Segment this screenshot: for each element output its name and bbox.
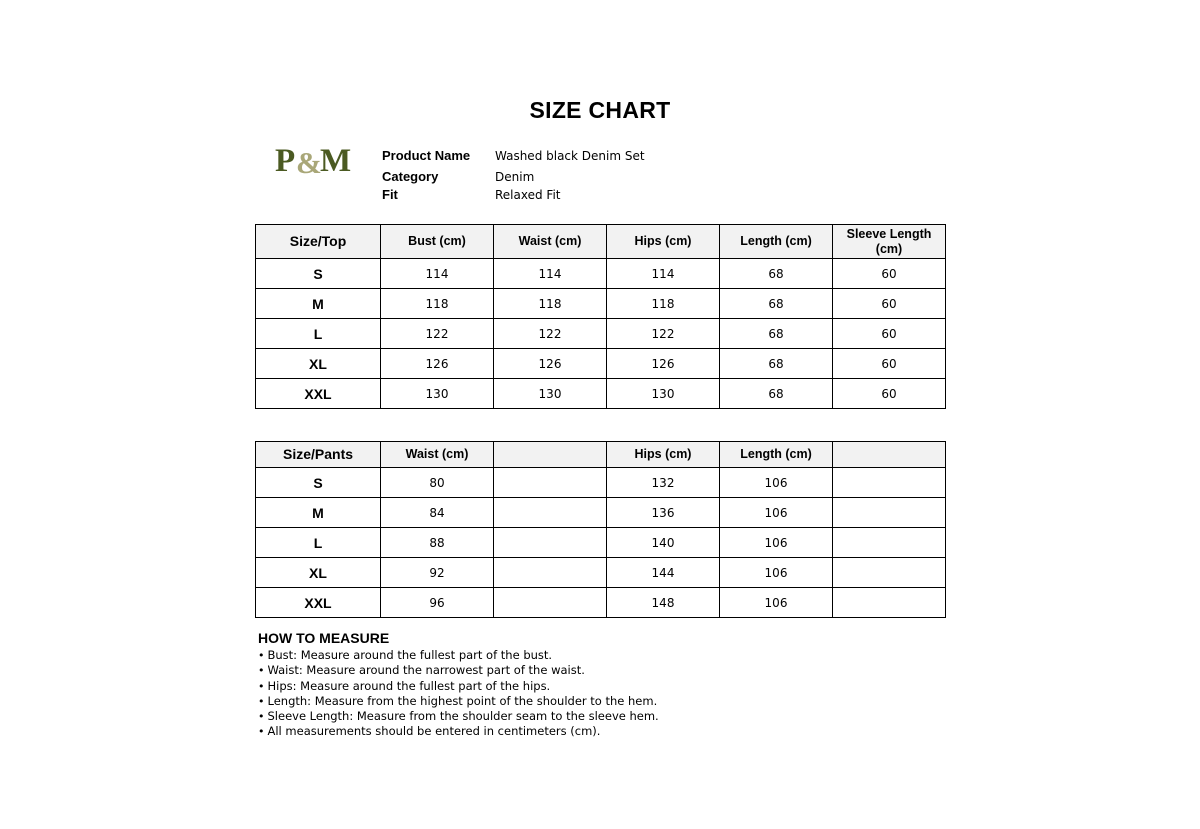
table-cell: 60: [833, 319, 946, 349]
table-cell: 114: [494, 259, 607, 289]
table-cell: [833, 558, 946, 588]
table-header-row: [256, 225, 946, 259]
table-cell: 96: [381, 588, 494, 618]
svg-text:M: M: [320, 143, 352, 179]
fit-value: Relaxed Fit: [495, 188, 561, 202]
list-item: [258, 679, 659, 694]
list-item-text: Waist: Measure around the narrowest part of the waist.: [267, 663, 585, 678]
table-cell: 126: [381, 349, 494, 379]
table-cell: 122: [381, 319, 494, 349]
table-cell: 144: [607, 558, 720, 588]
table-cell: [833, 468, 946, 498]
brand-logo: [274, 140, 362, 180]
table-cell: 126: [607, 349, 720, 379]
category-value: Denim: [495, 170, 535, 184]
measure-list: [258, 648, 659, 740]
product-name-value: Washed black Denim Set: [495, 149, 645, 163]
bullet-icon: •: [258, 710, 265, 724]
table-cell: 68: [720, 289, 833, 319]
table-cell: 68: [720, 349, 833, 379]
table-row: [256, 558, 946, 588]
table-cell: 114: [381, 259, 494, 289]
category-label: Category: [382, 169, 439, 184]
table-cell: 122: [494, 319, 607, 349]
list-item-text: Hips: Measure around the fullest part of the hips.: [267, 678, 551, 693]
pants-size-table: [255, 441, 946, 618]
table-cell: [833, 588, 946, 618]
table-cell: 136: [607, 498, 720, 528]
size-cell: S: [256, 259, 381, 289]
table-row: [256, 528, 946, 558]
size-cell: S: [256, 468, 381, 498]
how-to-measure-title: HOW TO MEASURE: [258, 630, 390, 646]
size-cell: XL: [256, 349, 381, 379]
size-cell: M: [256, 289, 381, 319]
bullet-icon: •: [258, 725, 265, 739]
bullet-icon: •: [258, 694, 265, 708]
fit-label: Fit: [382, 187, 398, 202]
table-cell: 68: [720, 259, 833, 289]
size-cell: XL: [256, 558, 381, 588]
table-cell: 106: [720, 558, 833, 588]
table-cell: [494, 528, 607, 558]
how-to-measure-section: [258, 630, 659, 740]
table-cell: 126: [494, 349, 607, 379]
size-cell: XXL: [256, 379, 381, 409]
table-cell: 80: [381, 468, 494, 498]
table-cell: 60: [833, 349, 946, 379]
table-row: [256, 468, 946, 498]
page-title: SIZE CHART: [529, 97, 671, 123]
size-cell: M: [256, 498, 381, 528]
table-cell: [494, 468, 607, 498]
bullet-icon: •: [258, 679, 265, 693]
list-item: [258, 663, 659, 678]
table-row: [256, 588, 946, 618]
list-item-text: Bust: Measure around the fullest part of the bust.: [267, 648, 553, 662]
column-header: Size/Top: [256, 225, 381, 259]
list-item: [258, 724, 659, 739]
table-cell: 132: [607, 468, 720, 498]
table-cell: [494, 498, 607, 528]
table-cell: 130: [607, 379, 720, 409]
svg-text:&: &: [296, 145, 322, 180]
column-header: [833, 442, 946, 468]
list-item-text: Length: Measure from the highest point of the shoulder to the hem.: [267, 693, 658, 708]
table-header-row: [256, 442, 946, 468]
table-cell: 92: [381, 558, 494, 588]
table-cell: 130: [494, 379, 607, 409]
column-header: Waist (cm): [381, 442, 494, 468]
table-cell: 130: [381, 379, 494, 409]
table-row: [256, 319, 946, 349]
table-cell: 68: [720, 379, 833, 409]
table-cell: 140: [607, 528, 720, 558]
table-cell: [494, 558, 607, 588]
table-cell: 88: [381, 528, 494, 558]
table-cell: 118: [607, 289, 720, 319]
list-item-text: All measurements should be entered in centimeters (cm).: [267, 724, 601, 739]
table-row: [256, 259, 946, 289]
table-cell: 106: [720, 498, 833, 528]
table-row: [256, 349, 946, 379]
svg-text:P: P: [275, 143, 296, 179]
table-cell: 60: [833, 289, 946, 319]
column-header: [494, 442, 607, 468]
table-cell: [833, 498, 946, 528]
list-item: [258, 648, 659, 663]
column-header: Hips (cm): [607, 225, 720, 259]
column-header: Waist (cm): [494, 225, 607, 259]
table-cell: 106: [720, 588, 833, 618]
size-cell: L: [256, 319, 381, 349]
table-cell: 60: [833, 259, 946, 289]
product-name-label: Product Name: [382, 148, 471, 163]
list-item-text: Sleeve Length: Measure from the shoulder seam to the sleeve hem.: [267, 709, 659, 724]
table-cell: 106: [720, 528, 833, 558]
list-item: [258, 694, 659, 709]
column-header: Length (cm): [720, 225, 833, 259]
bullet-icon: •: [258, 649, 265, 662]
column-header: Hips (cm): [607, 442, 720, 468]
table-cell: 68: [720, 319, 833, 349]
table-cell: [494, 588, 607, 618]
table-cell: 118: [381, 289, 494, 319]
top-size-table: [255, 224, 946, 409]
table-cell: 148: [607, 588, 720, 618]
table-cell: 60: [833, 379, 946, 409]
table-cell: 106: [720, 468, 833, 498]
column-header: Length (cm): [720, 442, 833, 468]
column-header: Sleeve Length (cm): [833, 225, 946, 259]
column-header: Bust (cm): [381, 225, 494, 259]
bullet-icon: •: [258, 664, 265, 678]
size-cell: L: [256, 528, 381, 558]
column-header: Size/Pants: [256, 442, 381, 468]
size-cell: XXL: [256, 588, 381, 618]
table-row: [256, 498, 946, 528]
table-cell: 122: [607, 319, 720, 349]
table-cell: [833, 528, 946, 558]
table-row: [256, 379, 946, 409]
table-row: [256, 289, 946, 319]
list-item: [258, 709, 659, 724]
table-cell: 114: [607, 259, 720, 289]
table-cell: 118: [494, 289, 607, 319]
table-cell: 84: [381, 498, 494, 528]
